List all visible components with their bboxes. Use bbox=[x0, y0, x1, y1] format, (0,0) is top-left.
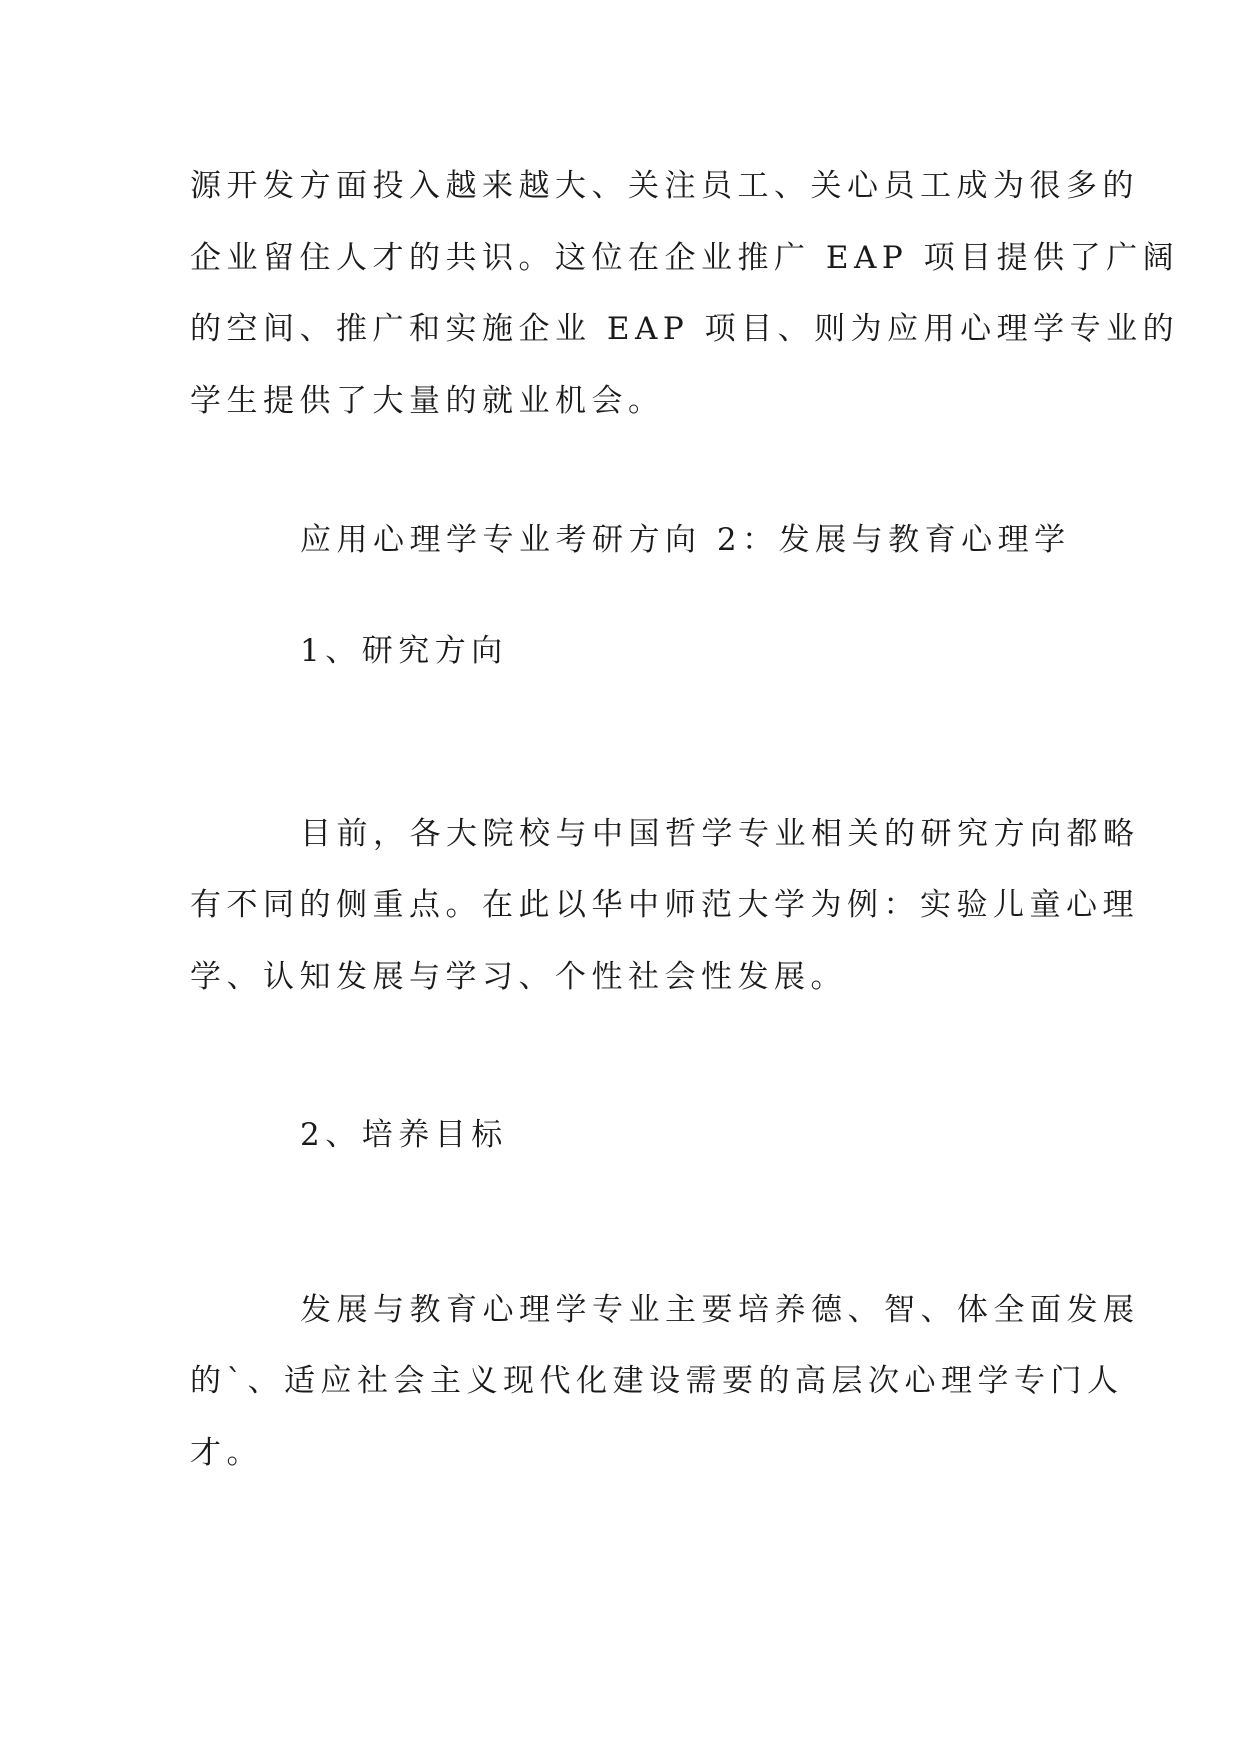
paragraph-3-line-2: 的`、适应社会主义现代化建设需要的高层次心理学专门人 bbox=[190, 1363, 1124, 1399]
paragraph-2-line-3: 学、认知发展与学习、个性社会性发展。 bbox=[190, 959, 847, 995]
paragraph-1-line-4: 学生提供了大量的就业机会。 bbox=[190, 383, 665, 419]
subsection-title-goals: 2、培养目标 bbox=[300, 1117, 508, 1153]
paragraph-2-line-2: 有不同的侧重点。在此以华中师范大学为例：实验儿童心理 bbox=[190, 887, 1139, 923]
paragraph-1-line-2: 企业留住人才的共识。这位在企业推广 EAP 项目提供了广阔 bbox=[190, 240, 1180, 276]
paragraph-1-line-3: 的空间、推广和实施企业 EAP 项目、则为应用心理学专业的 bbox=[190, 311, 1180, 347]
paragraph-2-line-1: 目前，各大院校与中国哲学专业相关的研究方向都略 bbox=[300, 816, 1140, 852]
paragraph-3-line-3: 才。 bbox=[190, 1435, 263, 1471]
subsection-title-research: 1、研究方向 bbox=[300, 633, 508, 669]
paragraph-3-line-1: 发展与教育心理学专业主要培养德、智、体全面发展 bbox=[300, 1292, 1140, 1328]
paragraph-1-line-1: 源开发方面投入越来越大、关注员工、关心员工成为很多的 bbox=[190, 168, 1139, 204]
section-heading: 应用心理学专业考研方向 2：发展与教育心理学 bbox=[300, 522, 1071, 558]
